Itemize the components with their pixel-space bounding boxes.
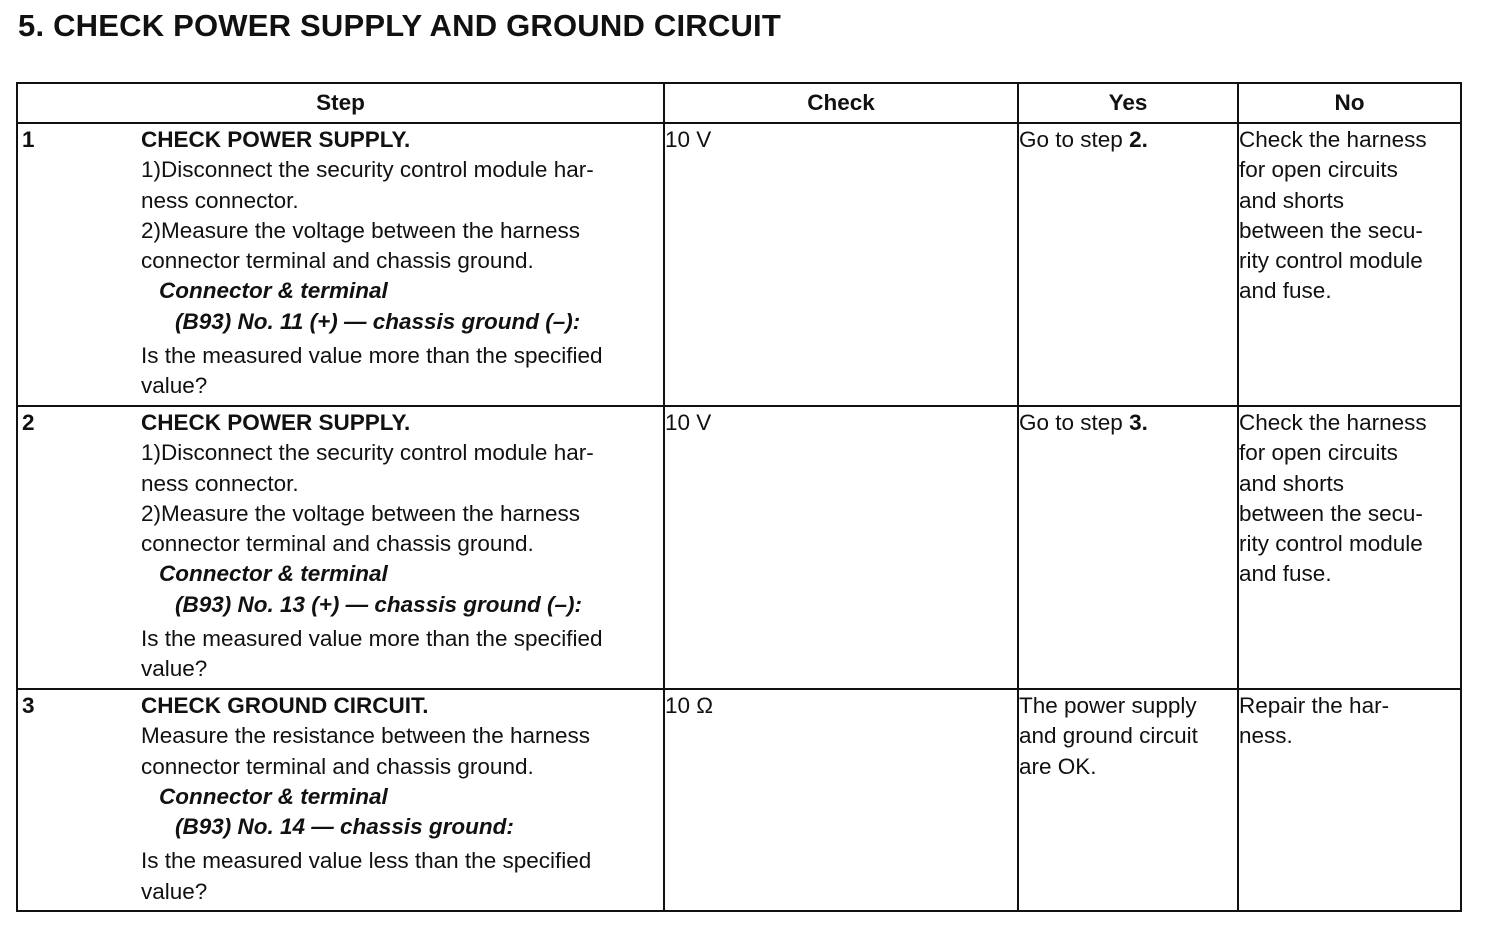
step-number: 3 <box>22 693 35 718</box>
check-cell: 10 V <box>664 406 1018 689</box>
table-row <box>17 406 1461 689</box>
step-line: 2)Measure the voltage between the harness <box>141 500 581 526</box>
step-body <box>141 408 663 685</box>
step-heading: CHECK GROUND CIRCUIT. <box>141 693 429 718</box>
no-line: for open circuits <box>1239 157 1398 183</box>
step-line: connector terminal and chassis ground. <box>141 753 534 779</box>
check-cell: 10 V <box>664 123 1018 406</box>
step-line: 1)Disconnect the security control module har- <box>141 157 594 183</box>
table-header-row <box>17 83 1461 123</box>
step-line: connector terminal and chassis ground. <box>141 248 534 274</box>
no-line: and fuse. <box>1239 278 1332 304</box>
yes-cell <box>1018 406 1238 689</box>
step-line: Measure the resistance between the harness <box>141 723 591 749</box>
no-cell <box>1238 123 1461 406</box>
question-line: Is the measured value less than the specified <box>141 848 592 874</box>
column-header-yes: Yes <box>1018 83 1238 123</box>
step-heading: CHECK POWER SUPPLY. <box>141 127 411 152</box>
question-line: Is the measured value more than the specified <box>141 626 603 652</box>
question-line: value? <box>141 373 208 399</box>
connector-label: Connector & terminal <box>159 278 388 304</box>
table-row <box>17 689 1461 911</box>
check-cell: 10 Ω <box>664 689 1018 911</box>
table-row <box>17 123 1461 406</box>
step-line: connector terminal and chassis ground. <box>141 531 534 557</box>
column-header-no: No <box>1238 83 1461 123</box>
step-heading: CHECK POWER SUPPLY. <box>141 410 411 435</box>
yes-text: Go to step <box>1019 127 1130 152</box>
no-line: ness. <box>1239 723 1293 749</box>
no-line: Check the harness <box>1239 410 1427 435</box>
no-line: between the secu- <box>1239 500 1423 526</box>
diagnostic-table <box>16 82 1462 912</box>
question-line: Is the measured value more than the specified <box>141 343 603 369</box>
no-line: Repair the har- <box>1239 693 1390 718</box>
no-line: rity control module <box>1239 248 1423 274</box>
column-header-step: Step <box>17 83 664 123</box>
terminal-spec: (B93) No. 14 — chassis ground: <box>175 814 514 840</box>
step-line: 1)Disconnect the security control module har- <box>141 440 594 466</box>
step-cell <box>17 406 664 689</box>
column-header-check: Check <box>664 83 1018 123</box>
step-line: 2)Measure the voltage between the harness <box>141 217 581 243</box>
yes-cell <box>1018 123 1238 406</box>
yes-line: are OK. <box>1019 753 1097 779</box>
yes-line: The power supply <box>1019 693 1197 718</box>
no-line: and shorts <box>1239 470 1345 496</box>
step-line: ness connector. <box>141 187 299 213</box>
no-cell <box>1238 406 1461 689</box>
no-cell <box>1238 689 1461 911</box>
page-title: 5. CHECK POWER SUPPLY AND GROUND CIRCUIT <box>18 8 781 43</box>
connector-label: Connector & terminal <box>159 561 388 587</box>
no-line: between the secu- <box>1239 217 1423 243</box>
no-line: for open circuits <box>1239 440 1398 466</box>
no-line: and fuse. <box>1239 561 1332 587</box>
step-line: ness connector. <box>141 470 299 496</box>
no-line: rity control module <box>1239 531 1423 557</box>
question-line: value? <box>141 878 208 904</box>
connector-label: Connector & terminal <box>159 783 388 809</box>
terminal-spec: (B93) No. 11 (+) — chassis ground (–): <box>175 308 581 334</box>
yes-line: and ground circuit <box>1019 723 1198 749</box>
yes-text: Go to step <box>1019 410 1130 435</box>
step-number: 1 <box>22 127 35 152</box>
question-line: value? <box>141 656 208 682</box>
yes-cell <box>1018 689 1238 911</box>
no-line: and shorts <box>1239 187 1345 213</box>
step-body <box>141 691 663 907</box>
step-body <box>141 125 663 402</box>
yes-step-ref: 3. <box>1129 410 1148 435</box>
step-number: 2 <box>22 410 35 435</box>
no-line: Check the harness <box>1239 127 1427 152</box>
yes-step-ref: 2. <box>1129 127 1148 152</box>
terminal-spec: (B93) No. 13 (+) — chassis ground (–): <box>175 591 582 617</box>
step-cell <box>17 689 664 911</box>
step-cell <box>17 123 664 406</box>
